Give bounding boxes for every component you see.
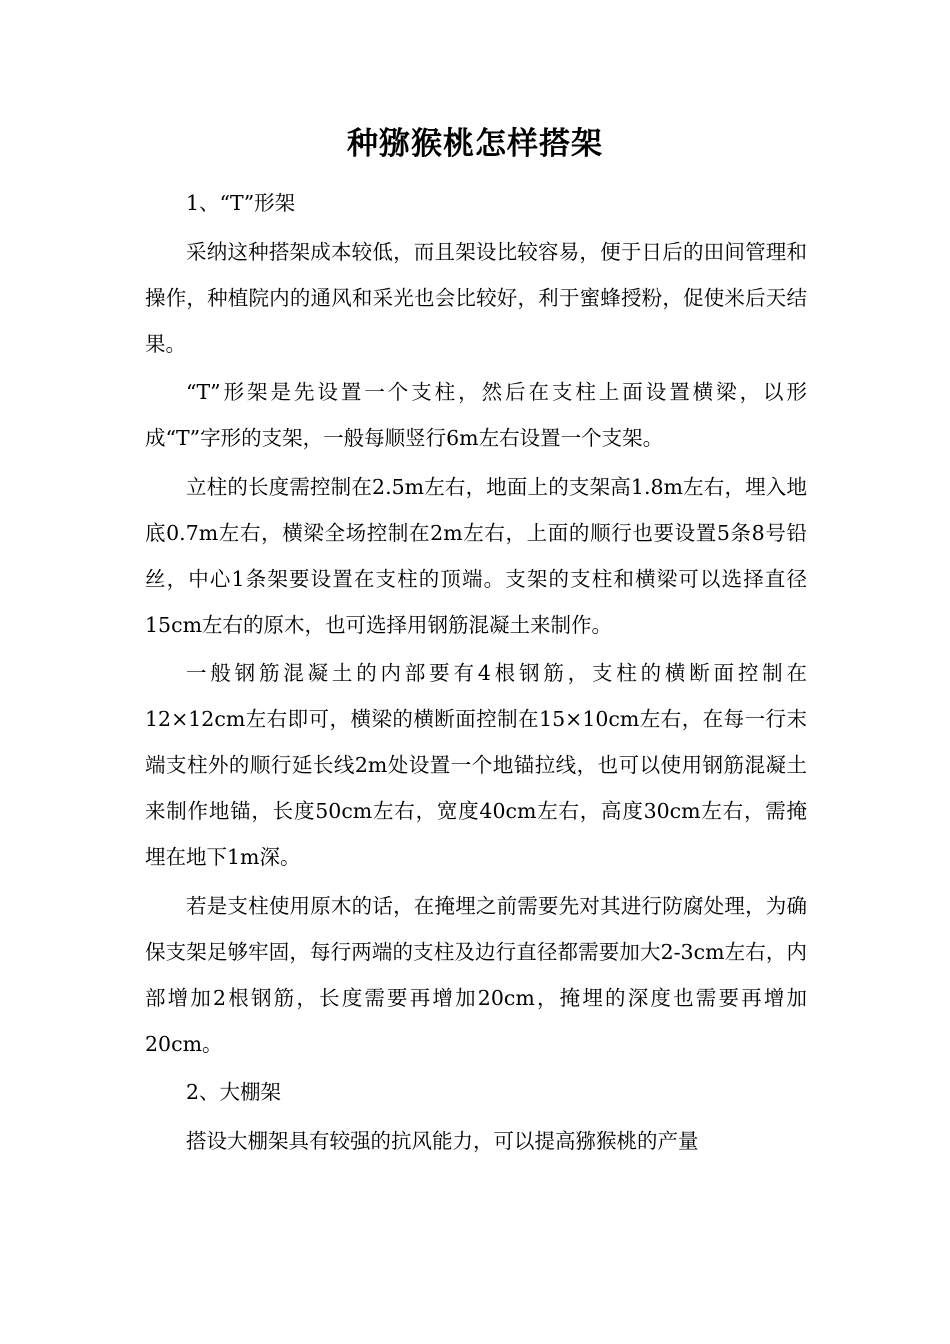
paragraph: 一般钢筋混凝土的内部要有4根钢筋，支柱的横断面控制在12×12cm左右即可，横梁的横断面控制在15×10cm左右，在每一行末端支柱外的顺行延长线2m处设置一个地锚拉线，也可以使用钢筋混凝土来制作地锚，长度50cm左右，宽度40cm左右，高度30cm左右，需掩埋在地下1m深。 <box>145 661 807 869</box>
paragraph: 搭设大棚架具有较强的抗风能力，可以提高猕猴桃的产量 <box>186 1128 699 1153</box>
document-body <box>145 180 807 1166</box>
paragraph: 若是支柱使用原木的话，在掩埋之前需要先对其进行防腐处理，为确保支架足够牢固，每行两端的支柱及边行直径都需要加大2-3cm左右，内部增加2根钢筋，长度需要再增加20cm，掩埋的深度也需要再增加20cm。 <box>145 893 807 1056</box>
section-heading-t-frame: 1、“T”形架 <box>186 191 296 215</box>
paragraph: 采纳这种搭架成本较低，而且架设比较容易，便于日后的田间管理和操作，种植院内的通风和采光也会比较好，利于蜜蜂授粉，促使米后天结果。 <box>145 239 807 356</box>
paragraph: 立柱的长度需控制在2.5m左右，地面上的支架高1.8m左右，埋入地底0.7m左右，横梁全场控制在2m左右，上面的顺行也要设置5条8号铅丝，中心1条架要设置在支柱的顶端。支架的支柱和横梁可以选择直径15cm左右的原木，也可选择用钢筋混凝土来制作。 <box>145 474 807 637</box>
section-heading-greenhouse-frame: 2、大棚架 <box>186 1080 282 1104</box>
document-title: 种猕猴桃怎样搭架 <box>347 126 603 162</box>
paragraph: “T”形架是先设置一个支柱，然后在支柱上面设置横梁，以形成“T”字形的支架，一般每顺竖行6m左右设置一个支架。 <box>145 380 807 450</box>
